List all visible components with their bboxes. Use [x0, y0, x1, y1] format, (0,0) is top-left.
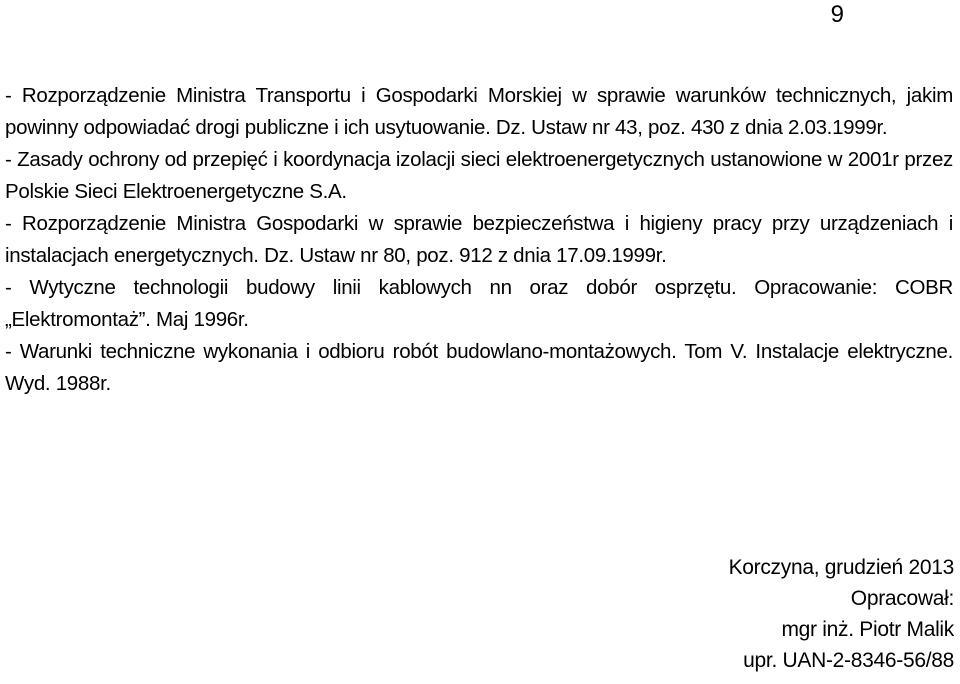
signature-prepared-by: Opracował: [850, 587, 954, 610]
reference-item-1: - Rozporządzenie Ministra Transportu i Gospodarki Morskiej w sprawie warunków technicznych, jakim powinny odpowiadać drogi publiczne i ich usytuowanie. Dz. Ustaw nr 43, poz. 430 z dnia 2.03.1999r. [5, 84, 953, 139]
reference-list [5, 80, 953, 400]
signature-place-date: Korczyna, grudzień 2013 [728, 556, 954, 579]
signature-block [654, 552, 954, 676]
reference-item-3: - Rozporządzenie Ministra Gospodarki w sprawie bezpieczeństwa i higieny pracy przy urządzeniach i instalacjach energetycznych. Dz. Ustaw nr 80, poz. 912 z dnia 17.09.1999r. [5, 212, 953, 267]
reference-item-5: - Warunki techniczne wykonania i odbioru robót budowlano-montażowych. Tom V. Instalacje elektryczne. Wyd. 1988r. [5, 340, 953, 395]
signature-author: mgr inż. Piotr Malik [781, 618, 954, 641]
page-number: 9 [830, 1, 844, 28]
signature-license: upr. UAN-2-8346-56/88 [743, 649, 954, 672]
reference-item-2: - Zasady ochrony od przepięć i koordynacja izolacji sieci elektroenergetycznych ustanowione w 2001r przez Polskie Sieci Elektroenergetyczne S.A. [5, 148, 953, 203]
reference-item-4: - Wytyczne technologii budowy linii kablowych nn oraz dobór osprzętu. Opracowanie: COBR „Elektromontaż”. Maj 1996r. [5, 276, 953, 331]
